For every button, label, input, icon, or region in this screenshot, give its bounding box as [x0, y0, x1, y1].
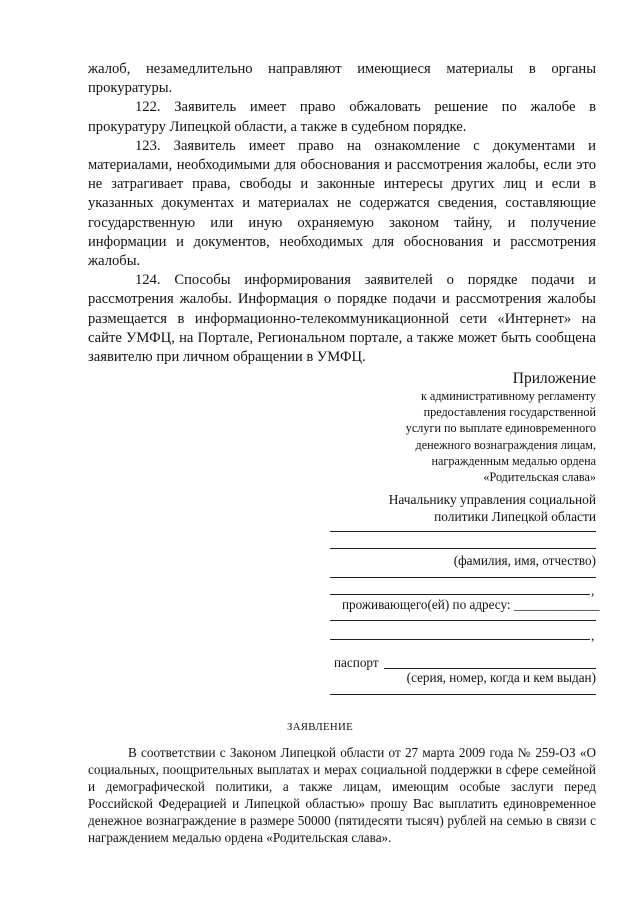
- residence-label: проживающего(ей) по адресу: _____________: [342, 597, 600, 612]
- paragraph-continuation: жалоб, незамедлительно направляют имеющиеся материалы в органы прокуратуры.: [88, 61, 596, 97]
- paragraph-124: 124. Способы информирования заявителей о порядке подачи и рассмотрения жалобы. Информация о порядке подачи и рассмотрения жалобы размещается в информационно-телекоммуникационной сети «Интернет» на сайте УМФЦ, на Портале, Региональном портале, а также может быть сообщена заявителю при личном обращении в УМФЦ.: [88, 272, 596, 366]
- appendix-line: награжденным медалью ордена: [431, 453, 596, 468]
- fio-line-4: [330, 594, 590, 595]
- passport-label: паспорт: [334, 655, 379, 670]
- statement-title: ЗАЯВЛЕНИЕ: [286, 721, 353, 733]
- appendix-line: «Родительская слава»: [483, 470, 596, 485]
- addressee-line: политики Липецкой области: [434, 509, 596, 525]
- appendix-line: денежного вознаграждения лицам,: [415, 437, 596, 452]
- fio-line-1: [330, 531, 596, 532]
- fio-caption: (фамилия, имя, отчество): [453, 553, 596, 568]
- address-line-1: [330, 620, 596, 621]
- statement-text: В соответствии с Законом Липецкой области от 27 марта 2009 года № 259-ОЗ «О социальных, поощрительных выплатах и мерах социальной поддержки в сфере семейной и демографической политики, а также лицам, имеющим особые заслуги перед Российской Федерацией и Липецкой областью» прошу Вас выплатить единовременное денежное вознаграждение в размере 50000 (пятидесяти тысяч) рублей на семью в связи с награждением медалью ордена «Родительская слава».: [88, 745, 596, 845]
- appendix-line: услуги по выплате единовременного: [405, 421, 596, 436]
- appendix-title: Приложение: [512, 370, 596, 387]
- regulation-text: [88, 60, 596, 367]
- paragraph-122: 122. Заявитель имеет право обжаловать решение по жалобе в прокуратуру Липецкой области, а также в судебном порядке.: [88, 99, 596, 135]
- passport-line-2: [330, 694, 596, 695]
- comma-2: ,: [591, 628, 595, 643]
- paragraph-123: 123. Заявитель имеет право на ознакомление с документами и материалами, необходимыми для обоснования и рассмотрения жалобы, если это не затрагивает права, свободы и законные интересы других лиц и если в указанных документах и материалах не содержатся сведения, составляющие государственную или иную охраняемую законом тайну, и получение информации и документов, необходимых для обоснования и рассмотрения жалобы.: [88, 137, 596, 270]
- fio-line-2: [330, 548, 596, 549]
- passport-line: [384, 668, 596, 669]
- appendix-line: к административному регламенту: [420, 389, 596, 403]
- comma-1: ,: [591, 583, 595, 598]
- passport-caption: (серия, номер, когда и кем выдан): [406, 670, 596, 685]
- appendix-line: предоставления государственной: [423, 405, 596, 420]
- addressee-line: Начальнику управления социальной: [388, 492, 596, 507]
- addressee: [389, 491, 596, 526]
- statement-body: [88, 744, 596, 846]
- address-line-2: [330, 639, 590, 640]
- appendix-subtitle: [406, 388, 596, 485]
- fio-line-3: [330, 577, 596, 578]
